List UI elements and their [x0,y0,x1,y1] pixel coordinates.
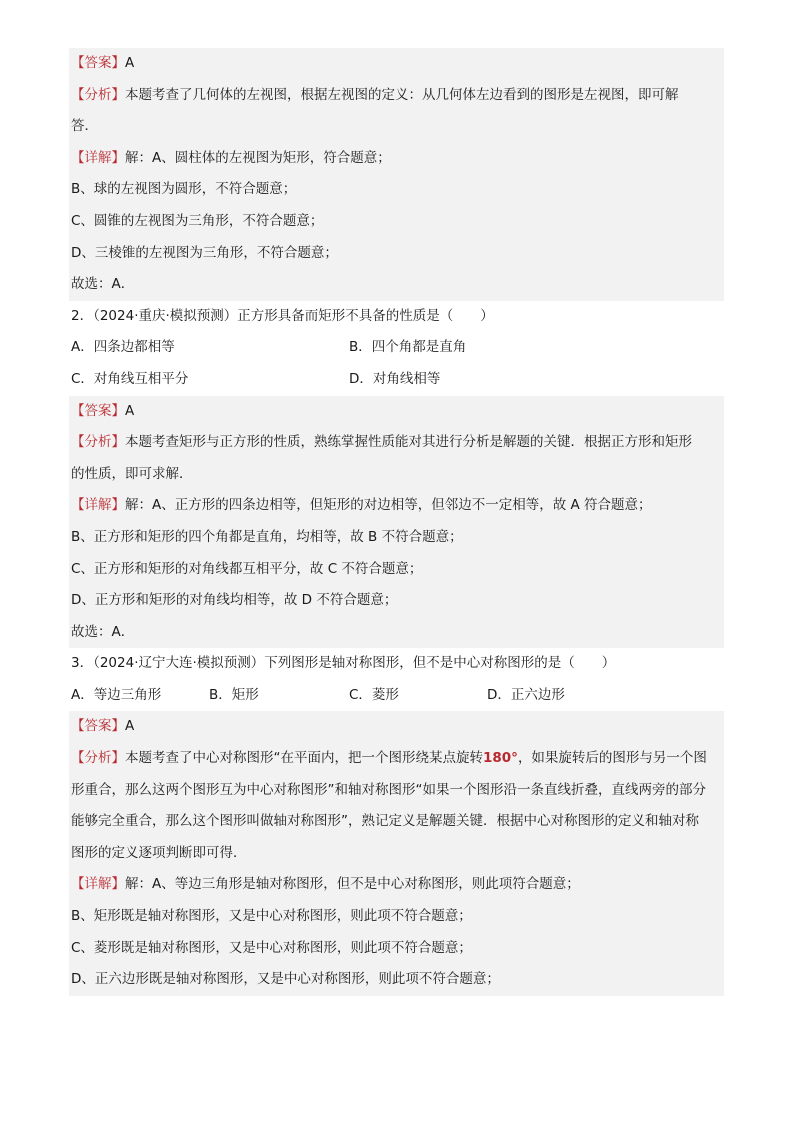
analysis-text: 本题考查矩形与正方形的性质，熟练掌握性质能对其进行分析是解题的关键．根据正方形和矩形 [125,434,692,451]
detail-text: 解：A、圆柱体的左视图为矩形，符合题意； [125,149,391,166]
q2-option-d: D．对角线相等 [349,370,441,387]
analysis-tag: 【分析】 [71,434,125,451]
answer-tag: 【答案】 [71,718,125,735]
answer-value: A [125,402,135,419]
q1-answer-line [69,48,724,80]
q1-detail-line-4: D、三棱锥的左视图为三角形，不符合题意； [71,244,338,261]
answer-tag: 【答案】 [71,402,125,419]
q3-option-c: C．菱形 [349,686,399,703]
q3-option-a: A．等边三角形 [71,686,162,703]
document-page [69,48,724,996]
q3-analysis-line-2: 形重合，那么这两个图形互为中心对称图形”和轴对称图形“如果一个图形沿一条直线折叠，直线两旁的部分 [71,781,706,798]
q2-detail-line-1 [69,490,724,522]
q3-analysis-line-1 [69,743,724,775]
detail-tag: 【详解】 [71,497,125,514]
q3-options-row [69,680,724,712]
detail-text: 解：A、等边三角形是轴对称图形，但不是中心对称图形，则此项符合题意； [125,876,580,893]
q1-detail-line-3: C、圆锥的左视图为三角形，不符合题意； [71,212,324,229]
q2-stem: 2．（2024·重庆·模拟预测）正方形具备而矩形不具备的性质是（ ） [71,307,494,324]
q2-solution-block [69,396,724,649]
q3-solution-block [69,711,724,995]
q3-stem: 3．（2024·辽宁大连·模拟预测）下列图形是轴对称图形，但不是中心对称图形的是（ ） [71,655,616,672]
q2-option-c: C．对角线互相平分 [71,370,189,387]
q1-analysis-line-1 [69,80,724,112]
analysis-text-part-2: ，如果旋转后的图形与另一个图 [517,750,707,767]
q2-option-b: B．四个角都是直角 [349,339,467,356]
q2-options-row-2 [69,364,724,396]
q2-options-row-1 [69,332,724,364]
rotation-degree: 180° [483,750,518,767]
q3-answer-line [69,711,724,743]
detail-tag: 【详解】 [71,876,125,893]
q3-detail-line-3: C、菱形既是轴对称图形，又是中心对称图形，则此项不符合题意； [71,939,472,956]
q2-analysis-line-1 [69,427,724,459]
analysis-tag: 【分析】 [71,750,125,767]
q3-detail-line-1 [69,869,724,901]
q3-detail-line-2: B、矩形既是轴对称图形，又是中心对称图形，则此项不符合题意； [71,908,472,925]
q2-conclusion: 故选：A． [71,623,135,640]
q3-option-b: B．矩形 [209,686,259,703]
q3-detail-line-4: D、正六边形既是轴对称图形，又是中心对称图形，则此项不符合题意； [71,971,500,988]
analysis-tag: 【分析】 [71,86,125,103]
q1-conclusion: 故选：A． [71,276,135,293]
analysis-text: 本题考查了几何体的左视图，根据左视图的定义：从几何体左边看到的图形是左视图，即可解 [125,86,679,103]
q2-answer-line [69,396,724,428]
answer-value: A [125,718,135,735]
q1-detail-line-2: B、球的左视图为圆形，不符合题意； [71,181,297,198]
q3-analysis-line-3: 能够完全重合，那么这个图形叫做轴对称图形”，熟记定义是解题关键．根据中心对称图形的定义和轴对称 [71,813,699,830]
analysis-text-part-1: 本题考查了中心对称图形“在平面内，把一个图形绕某点旋转 [125,750,483,767]
q1-solution-block [69,48,724,301]
q1-detail-line-1 [69,143,724,175]
q3-analysis-line-4: 图形的定义逐项判断即可得． [71,844,247,861]
detail-text: 解：A、正方形的四条边相等，但矩形的对边相等，但邻边不一定相等，故 A 符合题意； [125,497,652,514]
detail-tag: 【详解】 [71,149,125,166]
q3-option-d: D．正六边形 [487,686,565,703]
q2-option-a: A．四条边都相等 [71,339,175,356]
answer-value: A [125,55,135,71]
q2-detail-line-4: D、正方形和矩形的对角线均相等，故 D 不符合题意； [71,592,398,609]
q2-detail-line-3: C、正方形和矩形的对角线都互相平分，故 C 不符合题意； [71,560,423,577]
q2-analysis-line-2: 的性质，即可求解． [71,465,193,482]
q2-detail-line-2: B、正方形和矩形的四个角都是直角，均相等，故 B 不符合题意； [71,528,463,545]
answer-tag: 【答案】 [71,55,125,71]
q1-analysis-line-2: 答． [71,118,98,135]
